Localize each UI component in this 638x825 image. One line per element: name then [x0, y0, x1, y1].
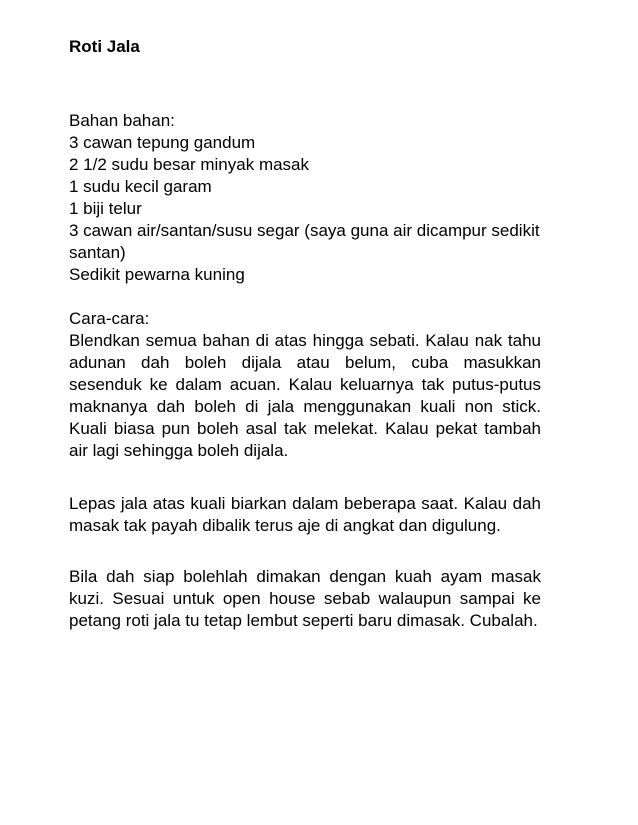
spacer: [69, 462, 541, 493]
ingredient-item: 1 biji telur: [69, 199, 142, 218]
document-page: [69, 36, 541, 632]
ingredient-item: 3 cawan air/santan/susu segar (saya guna air dicampur sedikit santan): [69, 221, 540, 262]
method-section: [69, 308, 541, 632]
ingredient-item: 1 sudu kecil garam: [69, 177, 212, 196]
ingredient-item: 2 1/2 sudu besar minyak masak: [69, 155, 310, 174]
spacer: [69, 286, 541, 308]
ingredient-item: 3 cawan tepung gandum: [69, 133, 256, 152]
method-paragraph: Lepas jala atas kuali biarkan dalam beberapa saat. Kalau dah masak tak payah dibalik terus aje di angkat dan digulung.: [69, 494, 541, 535]
recipe-title: Roti Jala: [69, 37, 140, 56]
ingredients-heading: Bahan bahan:: [69, 111, 175, 130]
spacer: [69, 58, 541, 110]
ingredients-section: [69, 110, 541, 286]
ingredients-list: [69, 132, 541, 286]
method-heading: Cara-cara:: [69, 309, 150, 328]
spacer: [69, 537, 541, 566]
ingredient-item: Sedikit pewarna kuning: [69, 265, 245, 284]
method-paragraph: Bila dah siap bolehlah dimakan dengan kuah ayam masak kuzi. Sesuai untuk open house sebab walaupun sampai ke petang roti jala tu tetap lembut seperti baru dimasak. Cubalah.: [69, 567, 541, 630]
method-paragraph: Blendkan semua bahan di atas hingga sebati. Kalau nak tahu adunan dah boleh dijala atau belum, cuba masukkan sesenduk ke dalam acuan. Kalau keluarnya tak putus-putus maknanya dah boleh di jala menggunakan kuali non stick. Kuali biasa pun boleh asal tak melekat. Kalau pekat tambah air lagi sehingga boleh dijala.: [69, 331, 541, 460]
